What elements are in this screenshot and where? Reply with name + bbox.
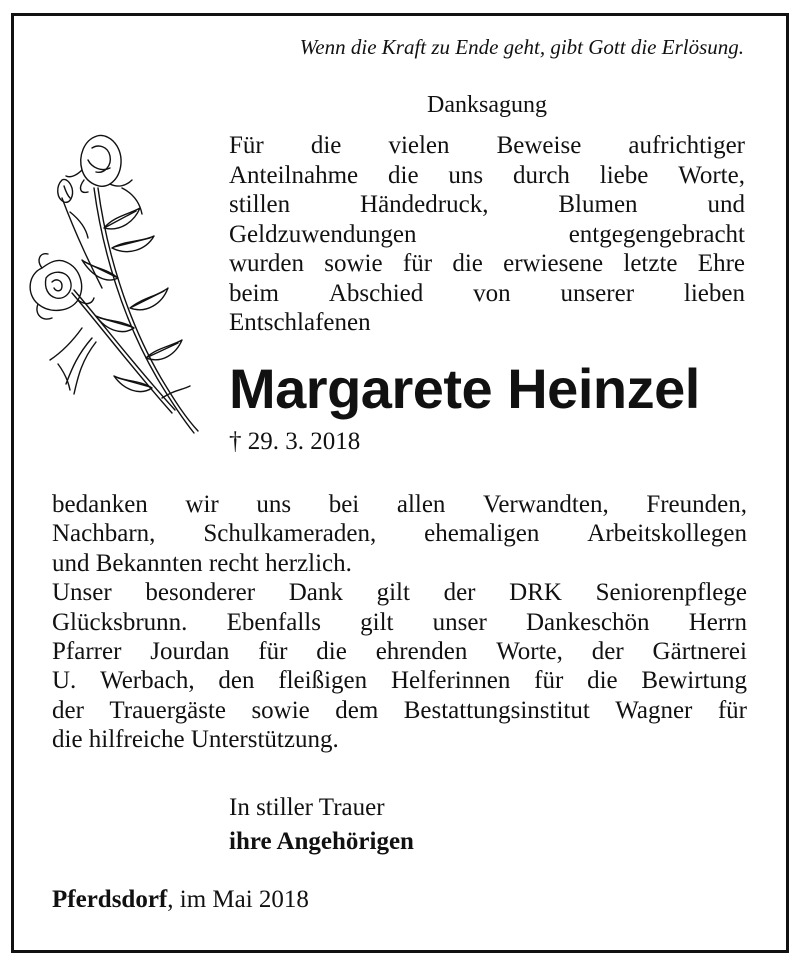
word: Worte, [496,637,563,665]
word: Für [229,132,264,159]
word: Worte, [678,161,745,189]
body-line-end: die hilfreiche Unterstützung. [52,726,339,754]
word: DRK [509,579,562,607]
word: die [316,637,347,665]
word: entgegengebracht [568,220,745,248]
body-line [52,666,747,695]
word: Unser [52,579,112,607]
rose-illustration-icon [22,128,202,448]
word: die [310,132,342,159]
word: Abschied [328,279,424,307]
signatory: ihre Angehörigen [229,828,414,855]
word: Ehre [697,250,745,277]
word: die [452,250,483,277]
word: Beweise [496,132,582,159]
place-name: Pferdsdorf [52,886,168,913]
word: wurden [229,250,304,277]
word: gilt [360,608,394,636]
word: ehemaligen [424,520,540,548]
word: die [388,161,419,189]
word: Trauergäste [109,696,227,724]
word: allen [396,491,446,518]
word: Helferinnen [390,667,511,695]
word: Händedruck, [360,191,489,218]
word: für [402,250,433,277]
motto: Wenn die Kraft zu Ende geht, gibt Gott die Erlösung. [299,35,744,59]
word: Nachbarn, [52,520,156,548]
death-date: † 29. 3. 2018 [229,428,361,455]
intro-line [229,131,745,161]
word: und [707,191,745,218]
word: uns [256,491,292,518]
word: Anteilnahme [229,161,359,189]
word: den [218,667,255,695]
word: lieben [683,279,745,307]
word: Werbach, [100,667,195,695]
word: durch [513,161,570,189]
word: von [473,279,511,307]
word: der [591,637,624,665]
word: bei [328,491,360,518]
word: liebe [599,161,649,189]
word: Pfarrer [52,637,122,665]
word: stillen [229,191,291,218]
word: Schulkameraden, [203,520,377,548]
place-date-line [52,884,309,916]
word: der [443,579,476,607]
word: Bestattungsinstitut [403,696,590,724]
word: besonderer [145,579,256,607]
word: Wagner [615,696,693,724]
intro-paragraph [229,131,745,338]
date-text: , im Mai 2018 [167,886,309,913]
intro-line [229,161,745,191]
word: erwiesene [503,250,604,277]
word: Verwandten, [483,491,609,518]
word: sowie [251,696,310,724]
word: Freunden, [646,491,747,518]
word: der [52,696,84,724]
body-line [52,637,747,666]
word: vielen [388,132,450,159]
word: Dankeschön [525,608,650,636]
word: unserer [560,279,635,307]
word: aufrichtiger [628,132,745,159]
body-line [52,519,747,548]
thanks-paragraph [52,490,747,755]
word: Jourdan [150,637,230,665]
word: Blumen [558,191,638,218]
word: die [587,667,618,695]
mourning-line: In stiller Trauer [229,794,385,821]
word: beim [229,279,279,307]
body-line [52,696,747,725]
word: für [534,667,564,695]
intro-line [229,220,745,250]
intro-line [229,249,745,279]
word: Herrn [688,608,747,636]
word: Geldzuwendungen [229,220,417,248]
word: wir [185,491,219,518]
word: Bewirtung [641,667,747,695]
intro-line-last: Entschlafenen [229,309,371,336]
deceased-name: Margarete Heinzel [229,357,700,420]
word: bedanken [52,491,148,518]
heading-danksagung: Danksagung [427,92,547,118]
intro-line [229,190,745,220]
word: Gärtnerei [652,637,747,665]
word: dem [335,696,379,724]
body-line-end: und Bekannten recht herzlich. [52,549,352,577]
word: gilt [376,579,410,607]
body-line [52,490,747,519]
word: ehrenden [375,637,468,665]
word: unser [432,608,487,636]
intro-line [229,279,745,309]
word: Seniorenpflege [595,579,747,607]
body-line [52,608,747,637]
word: Arbeitskollegen [587,520,747,548]
body-line [52,578,747,607]
word: letzte [623,250,678,277]
word: für [717,696,747,724]
word: Ebenfalls [226,608,321,636]
word: Dank [288,579,343,607]
word: U. [52,667,77,695]
word: für [258,637,288,665]
word: Glücksbrunn. [52,608,188,636]
word: sowie [324,250,383,277]
word: uns [448,161,484,189]
word: fleißigen [278,667,368,695]
